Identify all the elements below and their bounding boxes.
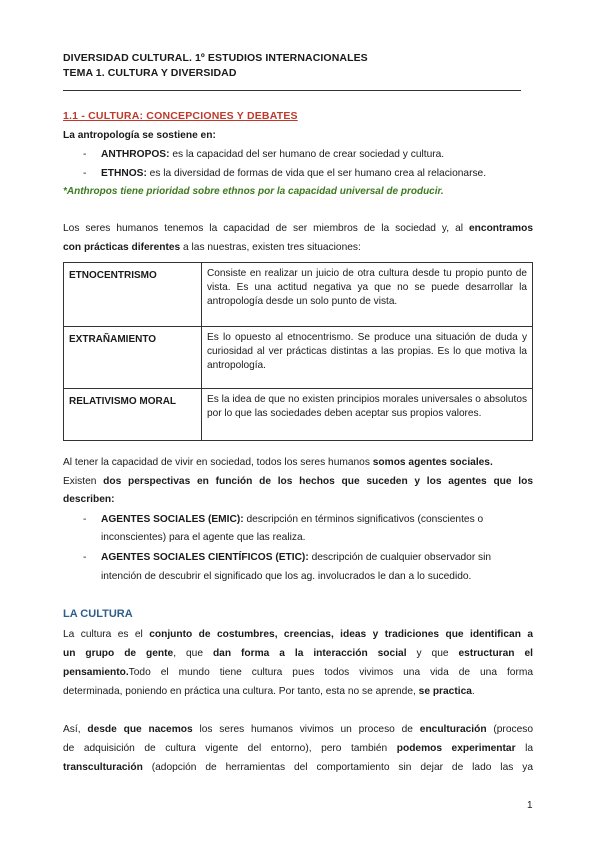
concept-term: EXTRAÑAMIENTO xyxy=(64,327,202,389)
culture-para-line3: pensamiento.Todo el mundo tiene cultura pues todos vivimos una vida de una forma xyxy=(63,667,533,678)
ethnos-item: ETHNOS: es la diversidad de formas de vida que el ser humano crea al relacionarse. xyxy=(101,168,487,179)
concept-definition: Es lo opuesto al etnocentrismo. Se produce una situación de duda y curiosidad al ver prácticas distintas a las propias. Es lo que motiva la antropología. xyxy=(202,327,533,389)
concept-definition: Es la idea de que no existen principios morales universales o absolutos por lo que las sociedades deben aceptar sus propios valores. xyxy=(202,389,533,441)
agents-para-line2: Existen dos perspectivas en función de los hechos que suceden y los agentes que los xyxy=(63,476,533,487)
table-row xyxy=(64,389,533,441)
agents-para-line3: describen: xyxy=(63,494,115,505)
antro-intro: La antropología se sostiene en: xyxy=(63,130,216,141)
enculturation-para-line2: de adquisición de cultura vigente del entorno), pero también podemos experimentar la xyxy=(63,743,533,754)
enculturation-para-line1: Así, desde que nacemos los seres humanos vivimos un proceso de enculturación (proceso xyxy=(63,724,534,735)
agents-para-line1: Al tener la capacidad de vivir en sociedad, todos los seres humanos somos agentes sociales. xyxy=(63,457,493,468)
bullet-marker: - xyxy=(83,552,87,563)
culture-heading: LA CULTURA xyxy=(63,608,133,620)
table-row xyxy=(64,263,533,327)
etic-item: AGENTES SOCIALES CIENTÍFICOS (ETIC): descripción de cualquier observador sin xyxy=(101,552,492,563)
emic-item-cont: inconscientes) para el agente que las realiza. xyxy=(101,532,306,543)
situations-para-line2: con prácticas diferentes a las nuestras, existen tres situaciones: xyxy=(63,242,361,253)
etic-item-cont: intención de descubrir el significado que los ag. involucrados le dan a lo sucedido. xyxy=(101,571,472,582)
enculturation-para-line3: transculturación (adopción de herramientas del comportamiento sin dejar de lado las ya xyxy=(63,762,533,773)
page-number: 1 xyxy=(527,800,533,811)
culture-para-line4: determinada, poniendo en práctica una cultura. Por tanto, esta no se aprende, se practica. xyxy=(63,686,475,697)
concepts-table xyxy=(63,262,533,441)
anthropos-note: *Anthropos tiene prioridad sobre ethnos por la capacidad universal de producir. xyxy=(63,186,444,197)
bullet-marker: - xyxy=(83,514,87,525)
concept-term: RELATIVISMO MORAL xyxy=(64,389,202,441)
concept-definition: Consiste en realizar un juicio de otra cultura desde tu propio punto de vista. Es una actitud negativa ya que no se puede desarrollar la antropología desde un solo punto de vista. xyxy=(202,263,533,327)
culture-para-line1: La cultura es el conjunto de costumbres, creencias, ideas y tradiciones que identifican a xyxy=(63,629,533,640)
bullet-marker: - xyxy=(83,149,87,160)
situations-para-line1: Los seres humanos tenemos la capacidad de ser miembros de la sociedad y, al encontramos xyxy=(63,223,533,234)
concept-term: ETNOCENTRISMO xyxy=(64,263,202,327)
header-topic: TEMA 1. CULTURA Y DIVERSIDAD xyxy=(63,67,237,79)
table-row xyxy=(64,327,533,389)
section-title: 1.1 - CULTURA: CONCEPCIONES Y DEBATES xyxy=(63,110,298,122)
header-divider xyxy=(63,90,521,91)
emic-item: AGENTES SOCIALES (EMIC): descripción en términos significativos (conscientes o xyxy=(101,514,484,525)
culture-para-line2: un grupo de gente, que dan forma a la interacción social y que estructuran el xyxy=(63,648,533,659)
header-course: DIVERSIDAD CULTURAL. 1º ESTUDIOS INTERNACIONALES xyxy=(63,52,368,64)
anthropos-item: ANTHROPOS: es la capacidad del ser humano de crear sociedad y cultura. xyxy=(101,149,445,160)
bullet-marker: - xyxy=(83,168,87,179)
